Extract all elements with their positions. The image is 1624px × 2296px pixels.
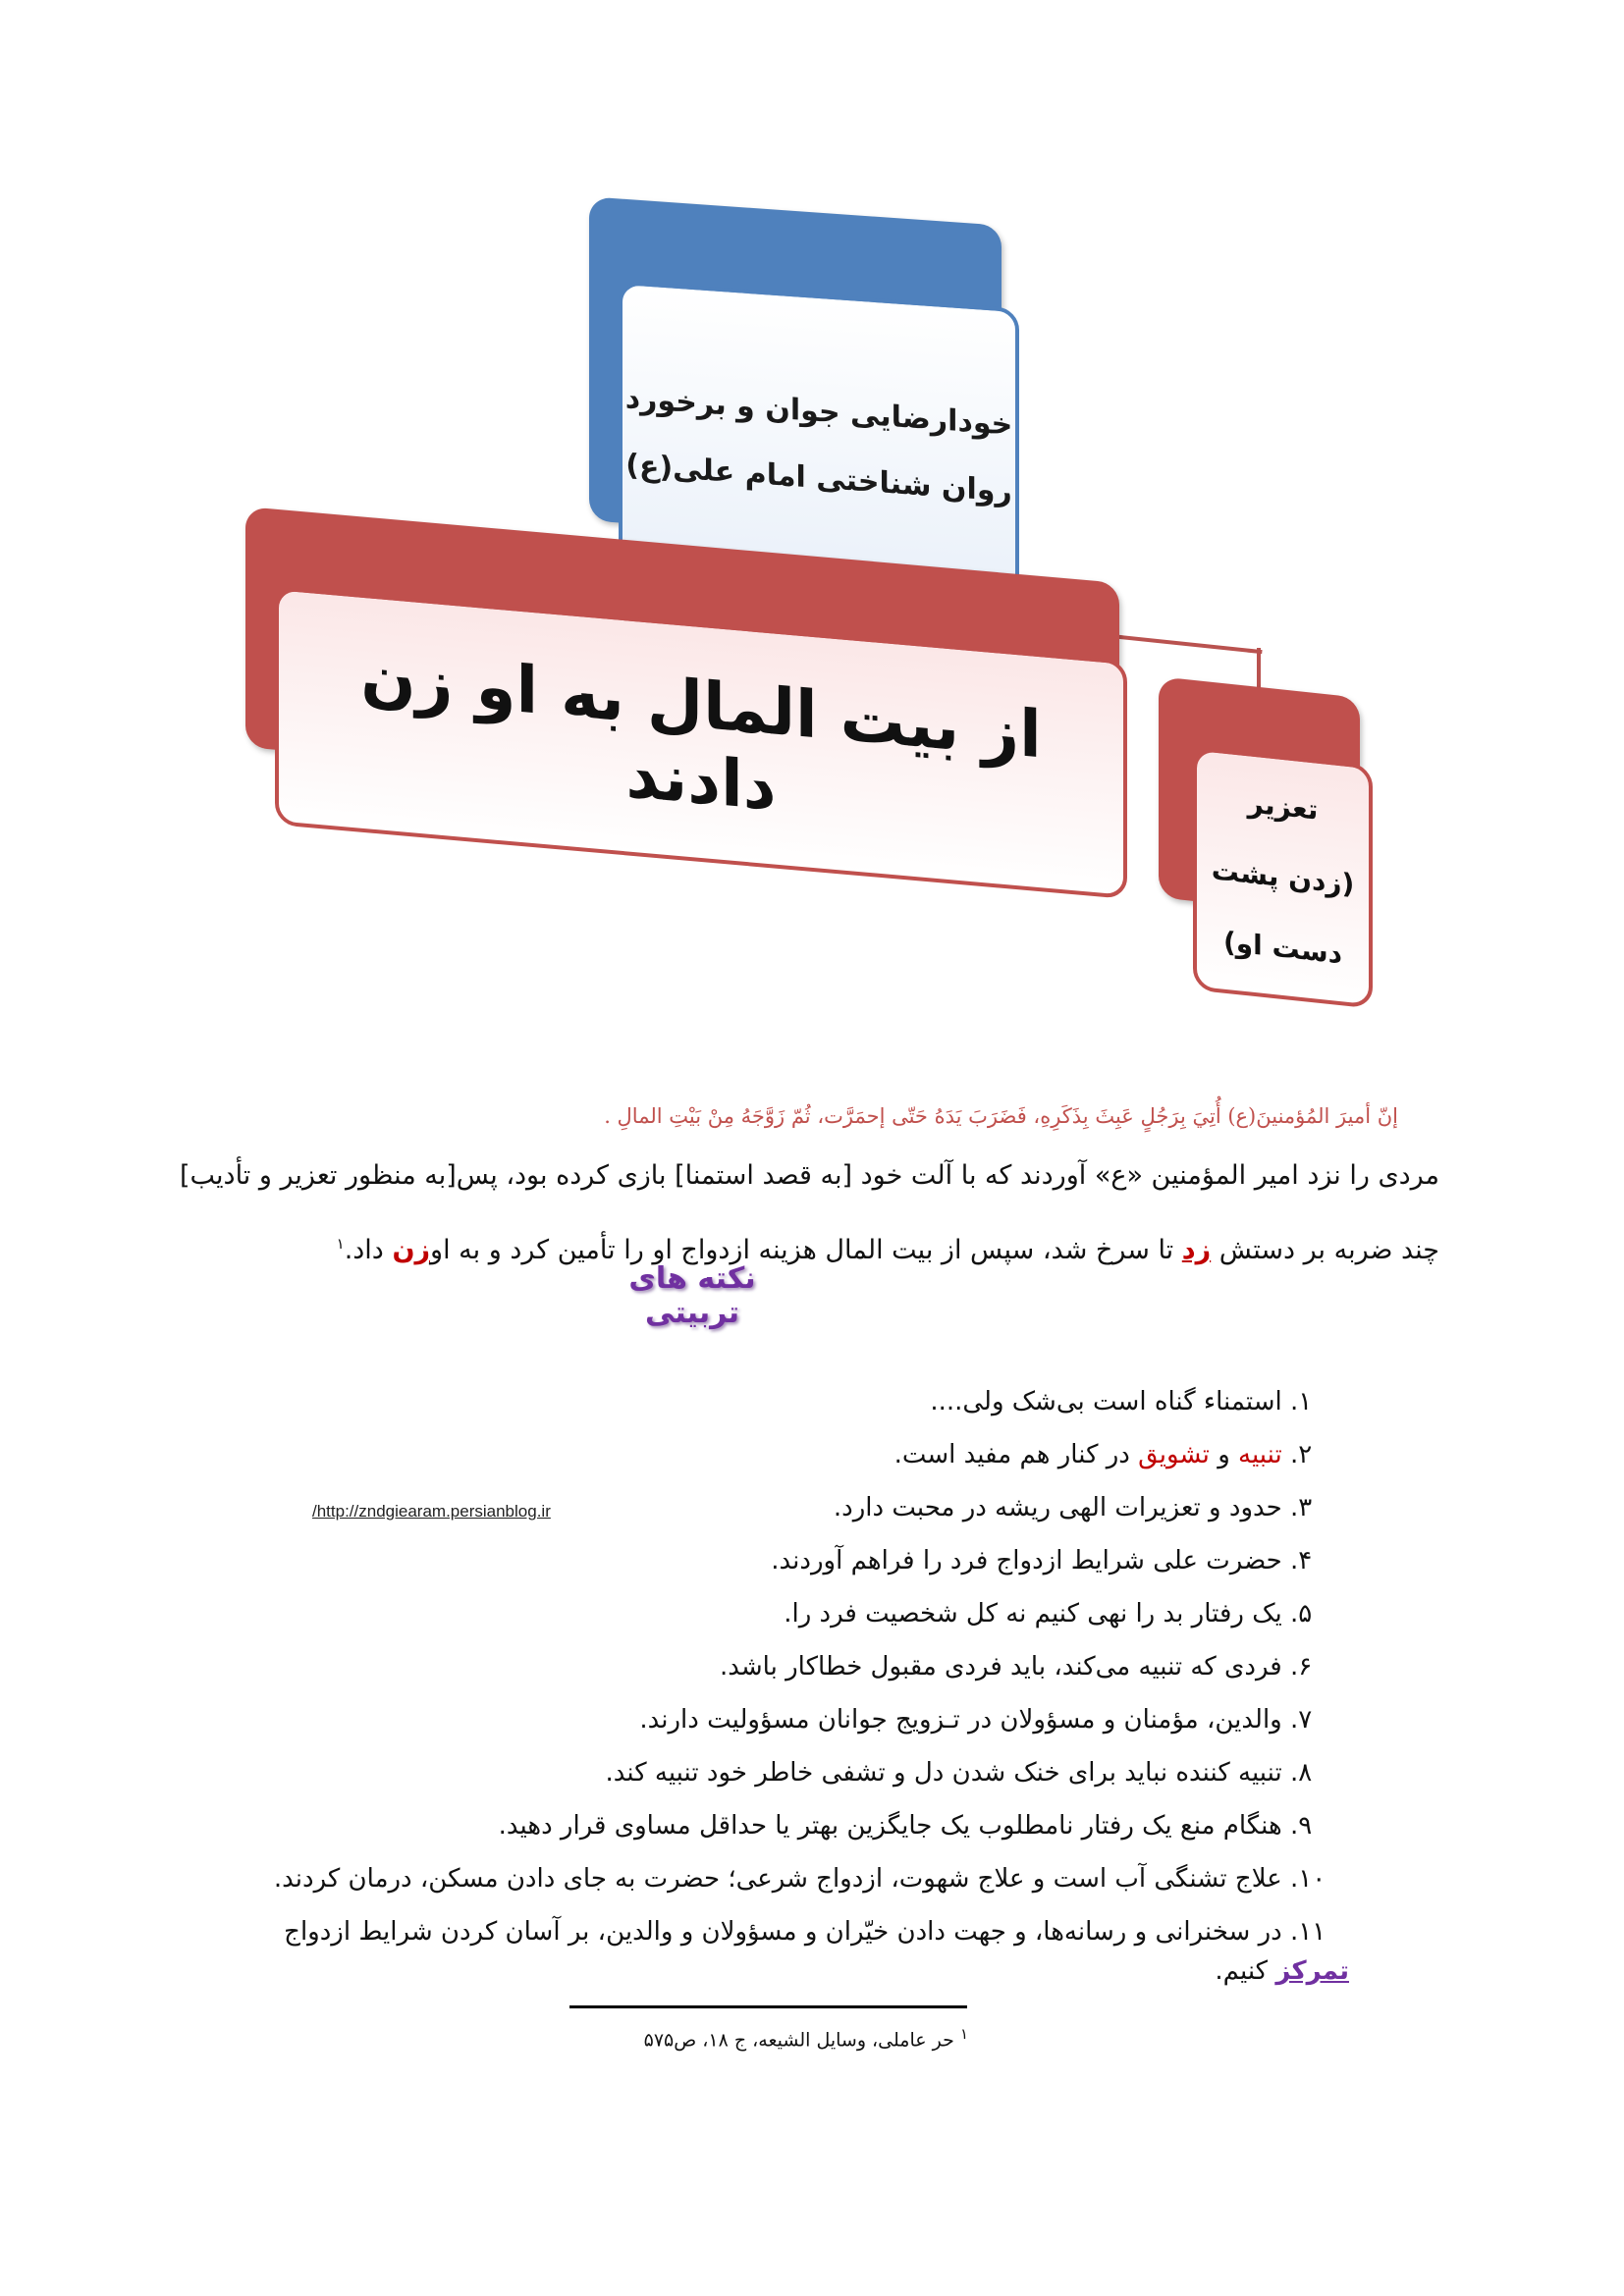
footnote-text: حر عاملی، وسایل الشیعه، ج ١٨، ص۵٧۵ (643, 2029, 954, 2052)
highlight-zan: زن (392, 1235, 431, 1265)
arabic-quote: إنّ أميرَ المُؤمنينَ(ع) أُتِيَ بِرَجُلٍ عَبِثَ بِذَكَرِهِ، فَضَرَبَ يَدَهُ حَتّى إحمَرَّت، ثُمّ زَوَّجَهُ مِنْ بَيْتِ المالِ . (604, 1104, 1398, 1128)
paragraph-line-1: مردی را نزد امیر المؤمنین «ع» آوردند که با آلت خود [به قصد استمنا] بازی کرده بود، پس[به منظور تعزیر و تأدیب] (179, 1160, 1439, 1191)
highlight-zad: زد (1181, 1235, 1212, 1265)
top-box-line-2: روان شناختی امام علی(ع) (625, 448, 1012, 509)
list-item: ١٠. علاج تشنگی آب است و علاج شهوت، ازدواج شرعی؛ حضرت به جای دادن مسکن، درمان کردند. (273, 1864, 1326, 1894)
list-item: ١. استمناء گناه است بی‌شک ولی.... (930, 1387, 1313, 1416)
list-item: ۴. حضرت علی شرایط ازدواج فرد را فراهم آوردند. (771, 1546, 1313, 1575)
footnote-divider (569, 2005, 967, 2008)
list-item: ٢. تنبیه و تشویق در کنار هم مفید است. (893, 1440, 1313, 1469)
paragraph-text-a: چند ضربه بر دستش (1218, 1235, 1439, 1265)
list-item: ٣. حدود و تعزیرات الهی ریشه در محبت دارد. (833, 1493, 1313, 1522)
paragraph-text-c: داد. (344, 1235, 384, 1265)
highlight-tamarkoz: تمرکز (1275, 1956, 1349, 1986)
side-box-line-1: تعزیر (1247, 786, 1319, 827)
list-item: ۵. یک رفتار بد را نهی کنیم نه کل شخصیت فرد را. (784, 1599, 1313, 1629)
highlight-tashvigh: تشویق (1138, 1440, 1210, 1469)
footnote-reference: ١ (336, 1235, 345, 1253)
list-item: ٧. والدین، مؤمنان و مسؤولان در تـزویج جوانان مسؤولیت دارند. (639, 1705, 1313, 1735)
footnote (644, 2025, 968, 2051)
list-item: ٩. هنگام منع یک رفتار نامطلوب یک جایگزین بهتر یا حداقل مساوی قرار دهید. (498, 1811, 1313, 1841)
blog-link[interactable]: /http://zndgiearam.persianblog.ir (312, 1502, 551, 1521)
side-box-line-3: دست او) (1222, 925, 1343, 971)
list-item: ١١. در سخنرانی و رسانه‌ها، و جهت دادن خیّران و مسؤولان و والدین، بر آسان کردن شرایط ازدواج تمرکز کنیم. (284, 1917, 1349, 1986)
side-box (1193, 746, 1373, 1008)
connector-side (1257, 648, 1261, 689)
top-box-line-1: خودارضایی جوان و برخورد (624, 381, 1013, 443)
section-heading: نکته های تربیتی (628, 1261, 756, 1330)
list-item: ٨. تنبیه کننده نباید برای خنک شدن دل و تشفی خاطر خود تنبیه کند. (605, 1758, 1313, 1788)
footnote-number: ١ (959, 2025, 968, 2043)
list-item: ۶. فردی که تنبیه می‌کند، باید فردی مقبول خطاکار باشد. (719, 1652, 1313, 1682)
highlight-tanbih: تنبیه (1238, 1440, 1282, 1469)
main-box-title: از بیت المال به او زن دادند (360, 637, 1042, 826)
side-box-line-2: (زدن پشت (1211, 853, 1355, 901)
paragraph-text-b: تا سرخ شد، سپس از بیت المال هزینه ازدواج او را تأمین کرد و به او (430, 1235, 1174, 1265)
